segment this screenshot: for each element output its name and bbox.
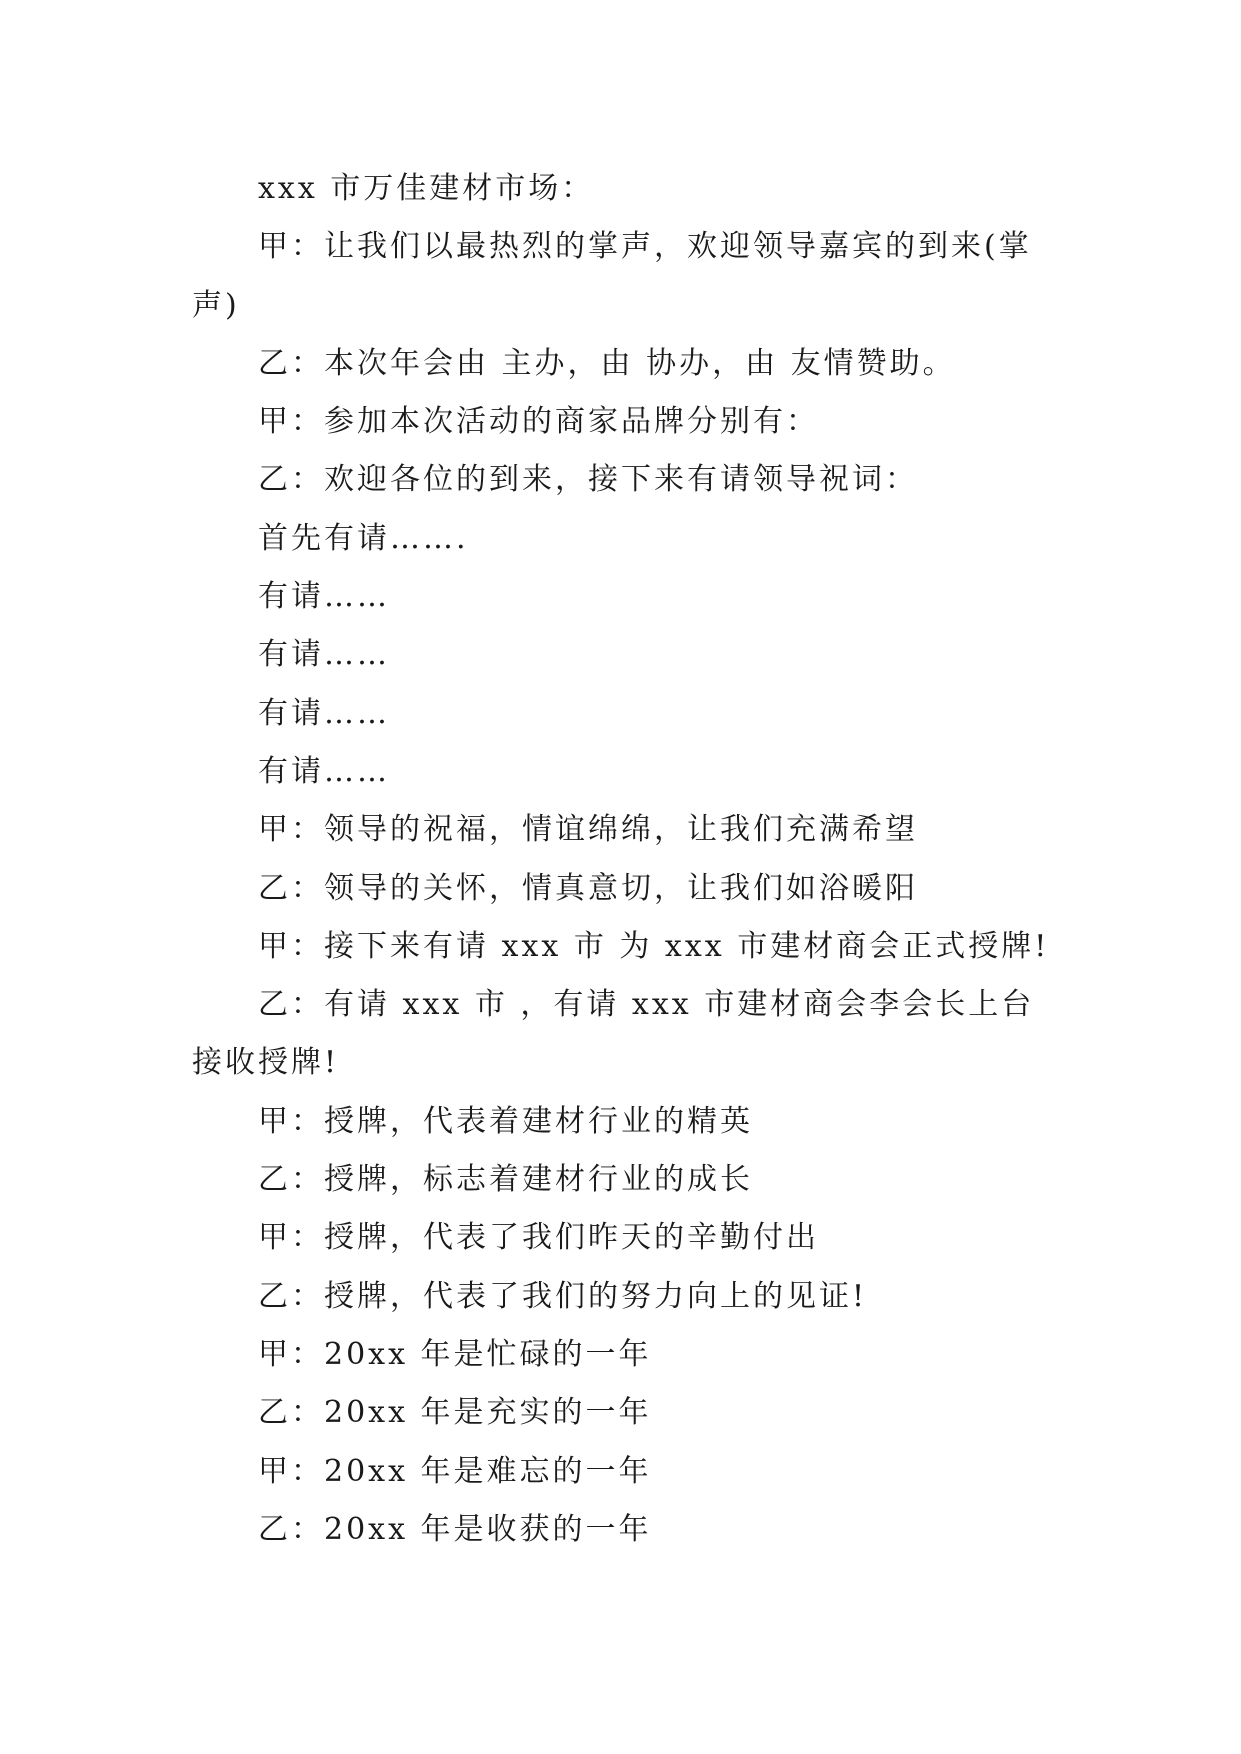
paragraph-award-intro: 甲：接下来有请 xxx 市 为 xxx 市建材商会正式授牌! bbox=[258, 928, 1050, 964]
paragraph-invite: 有请…… bbox=[258, 695, 390, 731]
paragraph-award-receive: 乙：有请 xxx 市 ，有请 xxx 市建材商会李会长上台接收授牌! bbox=[192, 987, 1035, 1081]
paragraph-leader-speech: 乙：欢迎各位的到来，接下来有请领导祝词： bbox=[258, 462, 918, 498]
paragraph-addressee: xxx 市万佳建材市场： bbox=[258, 171, 595, 206]
paragraph-invite: 有请…… bbox=[258, 579, 390, 615]
paragraph-year-fulfilling: 乙：20xx 年是充实的一年 bbox=[258, 1395, 652, 1431]
paragraph-award-growth: 乙：授牌，标志着建材行业的成长 bbox=[258, 1162, 753, 1198]
paragraph-award-effort: 甲：授牌，代表了我们昨天的辛勤付出 bbox=[258, 1220, 819, 1256]
paragraph-award-witness: 乙：授牌，代表了我们的努力向上的见证! bbox=[258, 1278, 868, 1314]
paragraph-award-elite: 甲：授牌，代表着建材行业的精英 bbox=[258, 1103, 753, 1139]
paragraph-first-invite: 首先有请……. bbox=[258, 520, 469, 556]
paragraph-invite: 有请…… bbox=[258, 753, 390, 789]
paragraph-year-memorable: 甲：20xx 年是难忘的一年 bbox=[258, 1453, 652, 1489]
paragraph-year-busy: 甲：20xx 年是忙碌的一年 bbox=[258, 1336, 652, 1372]
paragraph-brands: 甲：参加本次活动的商家品牌分别有： bbox=[258, 404, 819, 440]
paragraph-year-harvest: 乙：20xx 年是收获的一年 bbox=[258, 1511, 652, 1547]
paragraph-care: 乙：领导的关怀，情真意切，让我们如浴暖阳 bbox=[258, 870, 918, 906]
document-body bbox=[192, 160, 1057, 1559]
paragraph-blessing: 甲：领导的祝福，情谊绵绵，让我们充满希望 bbox=[258, 812, 918, 848]
paragraph-organizers: 乙：本次年会由 主办，由 协办，由 友情赞助。 bbox=[258, 345, 956, 381]
paragraph-welcome-applause: 甲：让我们以最热烈的掌声，欢迎领导嘉宾的到来(掌声) bbox=[192, 229, 1032, 323]
paragraph-invite: 有请…… bbox=[258, 637, 390, 673]
